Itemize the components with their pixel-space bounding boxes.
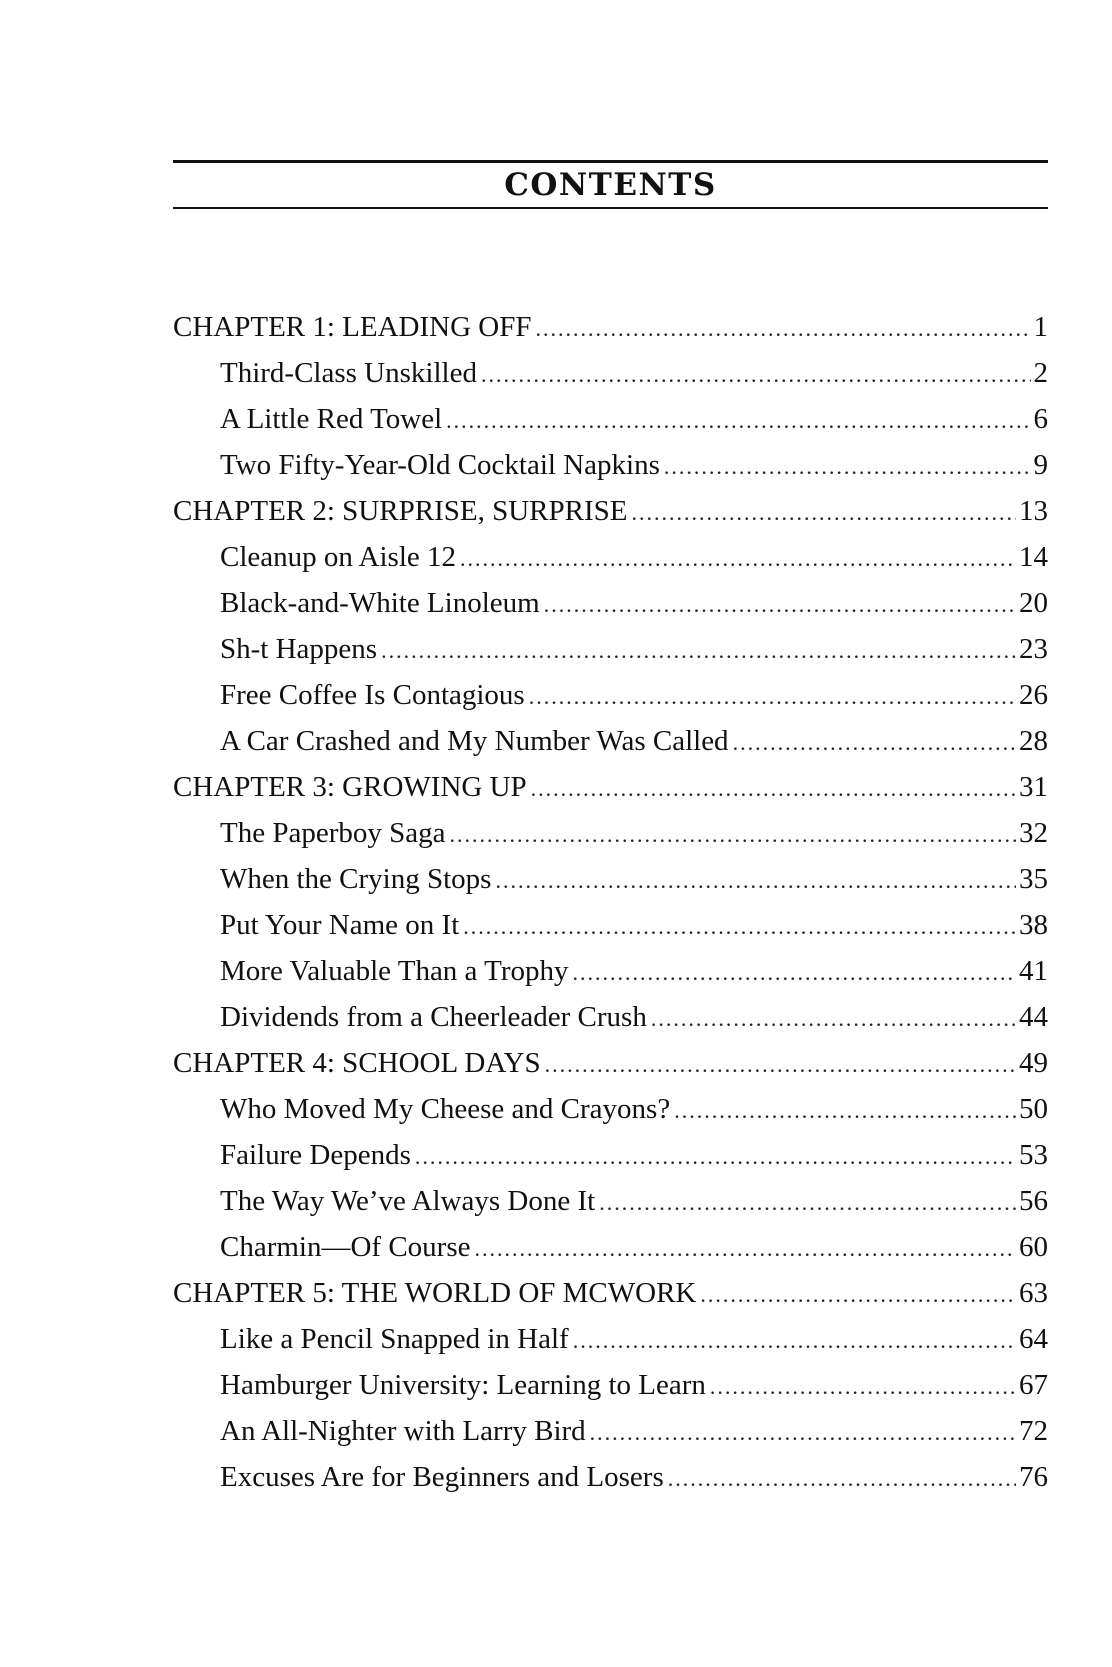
dot-leader <box>531 766 1016 812</box>
entry-title: Free Coffee Is Contagious <box>220 679 525 711</box>
toc-section-entry <box>173 1408 1048 1454</box>
entry-page-number: 64 <box>1019 1323 1048 1355</box>
entry-page-number: 67 <box>1019 1369 1048 1401</box>
entry-title: Sh-t Happens <box>220 633 378 665</box>
entry-page-number: 2 <box>1033 357 1048 389</box>
dot-leader <box>446 398 1030 444</box>
entry-title: An All-Nighter with Larry Bird <box>220 1415 586 1447</box>
dot-leader <box>573 950 1016 996</box>
entry-page-number: 6 <box>1033 403 1048 435</box>
dot-leader <box>674 1088 1016 1134</box>
toc-section-entry <box>173 1086 1048 1132</box>
entry-title: Like a Pencil Snapped in Half <box>220 1323 569 1355</box>
entry-title: CHAPTER 5: THE WORLD OF MCWORK <box>173 1277 697 1309</box>
entry-title: CHAPTER 3: GROWING UP <box>173 771 527 803</box>
entry-title: Third-Class Unskilled <box>220 357 477 389</box>
entry-page-number: 44 <box>1019 1001 1048 1033</box>
entry-title: A Car Crashed and My Number Was Called <box>220 725 729 757</box>
toc-section-entry <box>173 442 1048 488</box>
dot-leader <box>590 1410 1016 1456</box>
entry-page-number: 35 <box>1019 863 1048 895</box>
toc-section-entry <box>173 1224 1048 1270</box>
toc-section-entry <box>173 672 1048 718</box>
toc-chapter-entry <box>173 764 1048 810</box>
dot-leader <box>631 490 1016 536</box>
entry-title: The Paperboy Saga <box>220 817 446 849</box>
entry-title: Two Fifty-Year-Old Cocktail Napkins <box>220 449 660 481</box>
entry-page-number: 50 <box>1019 1093 1048 1125</box>
entry-title: CHAPTER 2: SURPRISE, SURPRISE <box>173 495 628 527</box>
dot-leader <box>450 812 1017 858</box>
dot-leader <box>733 720 1016 766</box>
entry-title: Excuses Are for Beginners and Losers <box>220 1461 664 1493</box>
dot-leader <box>700 1272 1016 1318</box>
dot-leader <box>668 1456 1016 1502</box>
dot-leader <box>529 674 1016 720</box>
dot-leader <box>664 444 1031 490</box>
entry-page-number: 20 <box>1019 587 1048 619</box>
entry-page-number: 38 <box>1019 909 1048 941</box>
entry-page-number: 60 <box>1019 1231 1048 1263</box>
entry-title: The Way We’ve Always Done It <box>220 1185 596 1217</box>
dot-leader <box>599 1180 1016 1226</box>
contents-page <box>173 160 1048 1493</box>
entry-title: Black-and-White Linoleum <box>220 587 540 619</box>
entry-title: More Valuable Than a Trophy <box>220 955 569 987</box>
entry-title: Dividends from a Cheerleader Crush <box>220 1001 647 1033</box>
entry-page-number: 41 <box>1019 955 1048 987</box>
contents-heading-rule <box>173 160 1048 209</box>
toc-section-entry <box>173 534 1048 580</box>
toc-chapter-entry <box>173 488 1048 534</box>
entry-page-number: 53 <box>1019 1139 1048 1171</box>
dot-leader <box>495 858 1016 904</box>
entry-title: Failure Depends <box>220 1139 411 1171</box>
entry-page-number: 1 <box>1033 311 1048 343</box>
toc-chapter-entry <box>173 1270 1048 1316</box>
toc-section-entry <box>173 396 1048 442</box>
toc-section-entry <box>173 1362 1048 1408</box>
entry-page-number: 26 <box>1019 679 1048 711</box>
toc-section-entry <box>173 902 1048 948</box>
toc-section-entry <box>173 810 1048 856</box>
toc-section-entry <box>173 626 1048 672</box>
entry-page-number: 14 <box>1019 541 1048 573</box>
toc-section-entry <box>173 1178 1048 1224</box>
entry-page-number: 31 <box>1019 771 1048 803</box>
entry-page-number: 9 <box>1033 449 1048 481</box>
toc-section-entry <box>173 994 1048 1040</box>
dot-leader <box>415 1134 1016 1180</box>
dot-leader <box>544 582 1016 628</box>
entry-title: Who Moved My Cheese and Crayons? <box>220 1093 671 1125</box>
toc-section-entry <box>173 948 1048 994</box>
entry-title: CHAPTER 4: SCHOOL DAYS <box>173 1047 541 1079</box>
dot-leader <box>381 628 1016 674</box>
dot-leader <box>460 536 1016 582</box>
toc-section-entry <box>173 580 1048 626</box>
entry-page-number: 76 <box>1019 1461 1048 1493</box>
dot-leader <box>651 996 1016 1042</box>
entry-title: Hamburger University: Learning to Learn <box>220 1369 706 1401</box>
page-title: CONTENTS <box>504 167 717 203</box>
entry-title: A Little Red Towel <box>220 403 443 435</box>
entry-page-number: 72 <box>1019 1415 1048 1447</box>
dot-leader <box>463 904 1016 950</box>
toc-section-entry <box>173 350 1048 396</box>
entry-page-number: 28 <box>1019 725 1048 757</box>
toc-section-entry <box>173 718 1048 764</box>
toc-section-entry <box>173 1132 1048 1178</box>
entry-page-number: 23 <box>1019 633 1048 665</box>
entry-title: When the Crying Stops <box>220 863 492 895</box>
dot-leader <box>573 1318 1016 1364</box>
entry-page-number: 56 <box>1019 1185 1048 1217</box>
entry-title: Charmin—Of Course <box>220 1231 471 1263</box>
entry-page-number: 63 <box>1019 1277 1048 1309</box>
dot-leader <box>481 352 1031 398</box>
toc-chapter-entry <box>173 1040 1048 1086</box>
dot-leader <box>475 1226 1017 1272</box>
toc-chapter-entry <box>173 304 1048 350</box>
dot-leader <box>545 1042 1016 1088</box>
dot-leader <box>536 306 1031 352</box>
entry-title: Put Your Name on It <box>220 909 460 941</box>
toc-section-entry <box>173 1454 1048 1500</box>
entry-page-number: 32 <box>1019 817 1048 849</box>
entry-title: CHAPTER 1: LEADING OFF <box>173 311 532 343</box>
entry-page-number: 13 <box>1019 495 1048 527</box>
entry-page-number: 49 <box>1019 1047 1048 1079</box>
table-of-contents <box>173 304 1048 1500</box>
dot-leader <box>710 1364 1016 1410</box>
toc-section-entry <box>173 856 1048 902</box>
entry-title: Cleanup on Aisle 12 <box>220 541 457 573</box>
toc-section-entry <box>173 1316 1048 1362</box>
